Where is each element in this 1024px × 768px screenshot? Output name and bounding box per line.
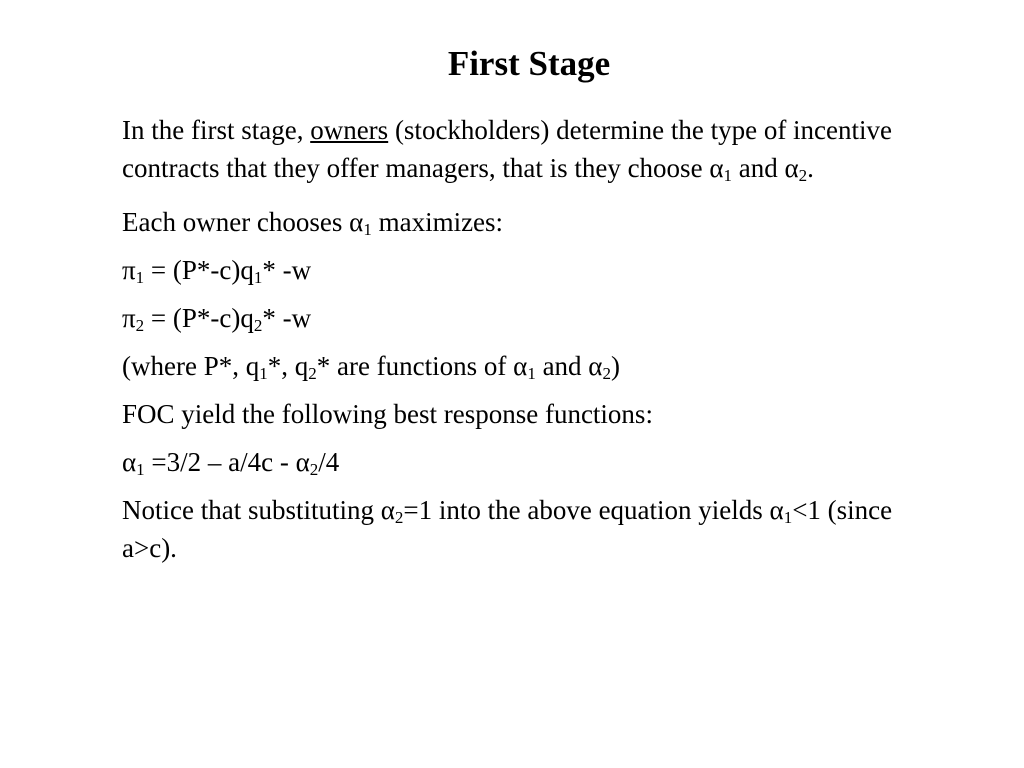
note-text: (where P*, q	[122, 351, 260, 381]
note-text: )	[610, 351, 620, 381]
pi-symbol: π	[122, 255, 136, 285]
subscript: 1	[253, 268, 263, 287]
alpha-symbol: α	[122, 447, 137, 477]
subscript: 1	[363, 220, 372, 239]
conclusion-text: <1 (since a>c).	[122, 495, 893, 563]
and-text: and	[731, 153, 785, 183]
subscript: 1	[136, 460, 145, 479]
subscript: 1	[783, 508, 793, 527]
subscript: 2	[602, 364, 611, 383]
note-text: * are functions of	[316, 351, 514, 381]
alpha-symbol: α	[513, 351, 528, 381]
equation-text: =3/2 – a/4c -	[144, 447, 296, 477]
owner-choice-paragraph	[122, 203, 952, 241]
alpha-symbol: α	[709, 153, 724, 183]
slide-body	[122, 111, 952, 583]
alpha-symbol: α	[349, 207, 364, 237]
intro-text-mid: (stockholders) determine the type of incentive contracts that they offer managers, that is they choose	[122, 115, 893, 183]
alpha-symbol: α	[588, 351, 603, 381]
period: .	[807, 153, 814, 183]
subscript: 2	[798, 166, 808, 185]
intro-paragraph	[122, 111, 952, 187]
equation-text: = (P*-c)q	[144, 303, 254, 333]
equation-text: * -w	[262, 303, 312, 333]
note-text: *, q	[267, 351, 309, 381]
alpha-symbol: α	[769, 495, 784, 525]
best-response-equation	[122, 443, 952, 481]
owner-choice-text: Each owner chooses	[122, 207, 350, 237]
subscript: 1	[527, 364, 536, 383]
subscript: 2	[394, 508, 404, 527]
subscript: 1	[259, 364, 268, 383]
owners-underlined: owners	[310, 115, 389, 145]
maximizes-text: maximizes:	[371, 207, 504, 237]
conclusion-text: =1 into the above equation yields	[403, 495, 770, 525]
subscript: 2	[309, 460, 319, 479]
subscript: 2	[253, 316, 263, 335]
alpha-symbol: α	[380, 495, 395, 525]
alpha-symbol: α	[295, 447, 310, 477]
functions-note	[122, 347, 952, 385]
profit-equation-2	[122, 299, 952, 337]
and-text: and	[535, 351, 589, 381]
conclusion-text: Notice that substituting	[122, 495, 381, 525]
subscript: 1	[723, 166, 732, 185]
subscript: 2	[308, 364, 317, 383]
slide-title: First Stage	[447, 44, 611, 83]
subscript: 1	[135, 268, 145, 287]
pi-symbol: π	[122, 303, 136, 333]
foc-paragraph: FOC yield the following best response functions:	[122, 399, 653, 429]
conclusion-paragraph	[122, 491, 952, 567]
equation-text: * -w	[262, 255, 312, 285]
intro-text-start: In the first stage,	[122, 115, 311, 145]
profit-equation-1	[122, 251, 952, 289]
equation-text: = (P*-c)q	[144, 255, 254, 285]
equation-text: /4	[318, 447, 340, 477]
alpha-symbol: α	[784, 153, 799, 183]
subscript: 2	[135, 316, 145, 335]
